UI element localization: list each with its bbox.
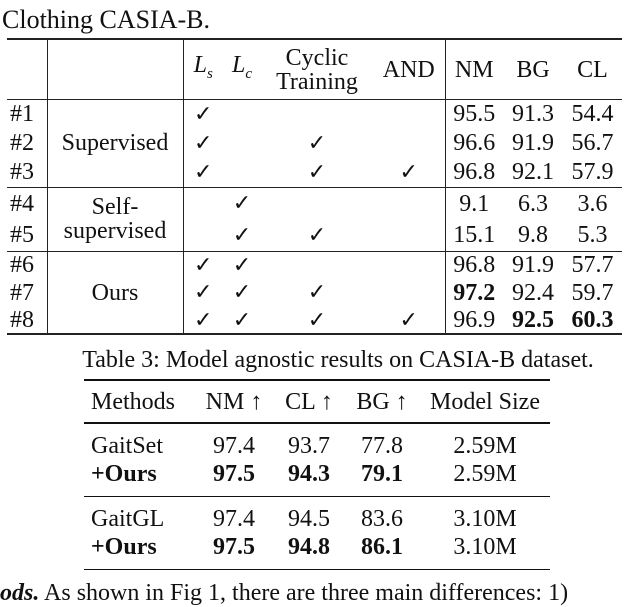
check-icon: ✓ (194, 159, 213, 185)
header-cl: CL (577, 56, 608, 83)
cell-cl: 3.6 (563, 187, 622, 219)
table-row (84, 533, 550, 570)
cell-bg: 91.9 (512, 130, 554, 157)
header-and: AND (382, 56, 435, 83)
check-icon: ✓ (307, 222, 327, 248)
check-icon: ✓ (232, 252, 252, 278)
cell-ls (183, 279, 223, 307)
cell-cyclic (261, 219, 373, 251)
group-label-line: supervised (63, 218, 167, 245)
table-row (7, 251, 622, 279)
cell-ls (183, 219, 223, 251)
cell-ls (183, 129, 223, 158)
row-id: #8 (10, 307, 34, 334)
header-bg: BG (516, 56, 550, 83)
check-icon: ✓ (194, 280, 213, 306)
header-cell: BG ↑ (344, 380, 420, 423)
table-row (84, 460, 550, 497)
cell-cl: 56.7 (571, 130, 614, 157)
cell-and (373, 129, 445, 158)
table-row (7, 187, 622, 219)
cell-cl: 94.3 (274, 460, 344, 497)
header-cell: Methods (84, 380, 194, 423)
cell-method: +Ours (84, 460, 194, 497)
cell-ls (183, 307, 223, 335)
check-icon: ✓ (307, 280, 327, 306)
check-icon: ✓ (194, 130, 213, 156)
row-id: #7 (10, 279, 34, 306)
check-icon: ✓ (232, 307, 252, 333)
cell-size: 2.59M (453, 433, 517, 459)
following-paragraph-text (0, 580, 568, 607)
cell-cyclic (261, 251, 373, 279)
cell-lc (223, 158, 261, 187)
ablation-table (7, 38, 622, 335)
cell-size: 2.59M (420, 460, 550, 497)
check-icon: ✓ (307, 307, 327, 333)
cell-nm: 96.8 (445, 158, 503, 187)
cell-bg: 9.8 (518, 222, 548, 249)
cell-lc (223, 219, 261, 251)
cell-bg: 83.6 (361, 506, 403, 532)
cell-cl: 59.7 (571, 279, 614, 306)
cell-cl: 94.5 (288, 506, 330, 532)
cell-lc (223, 307, 261, 335)
model-agnostic-table (84, 379, 550, 570)
header-ls-sub: s (207, 65, 213, 82)
cell-bg: 86.1 (344, 533, 420, 570)
cell-cl: 60.3 (571, 307, 614, 334)
cell-lc (223, 279, 261, 307)
cell-cl: 54.4 (563, 100, 622, 129)
cell-bg: 77.8 (361, 433, 403, 459)
cell-method: GaitGL (91, 506, 165, 532)
cell-bg: 92.5 (512, 307, 554, 334)
cell-nm: 97.2 (445, 279, 503, 307)
table-row (84, 423, 550, 460)
cell-lc (223, 187, 261, 219)
group-label (47, 100, 183, 188)
cell-and (373, 251, 445, 279)
header-cell: Model Size (420, 380, 550, 423)
cell-cyclic (261, 187, 373, 219)
header-cyclic-line2: Training (276, 68, 358, 95)
row-id: #5 (10, 222, 34, 249)
cell-cl: 93.7 (288, 433, 330, 459)
cell-bg: 79.1 (344, 460, 420, 497)
cell-and (373, 279, 445, 307)
cell-nm: 9.1 (445, 187, 503, 219)
check-icon: ✓ (232, 191, 252, 217)
cell-cyclic (261, 307, 373, 335)
cell-nm: 97.4 (213, 506, 255, 532)
table-header-row (7, 39, 622, 100)
cell-ls (183, 187, 223, 219)
cell-nm: 97.5 (194, 533, 274, 570)
cell-cl: 94.8 (274, 533, 344, 570)
cell-bg: 6.3 (503, 187, 563, 219)
check-icon: ✓ (194, 252, 213, 278)
check-icon: ✓ (194, 307, 213, 333)
check-icon: ✓ (194, 101, 213, 127)
cell-cl: 57.7 (563, 251, 622, 279)
check-icon: ✓ (232, 222, 252, 248)
cell-cl: 57.9 (571, 159, 614, 186)
method-group (84, 423, 550, 497)
table-row (7, 100, 622, 129)
cell-bg: 92.1 (512, 159, 554, 186)
cell-nm: 96.9 (445, 307, 503, 335)
cell-nm: 96.8 (445, 251, 503, 279)
cell-method: +Ours (84, 533, 194, 570)
header-lc (223, 39, 261, 100)
header-cyclic-line1: Cyclic (285, 44, 349, 71)
row-id: #4 (7, 187, 47, 219)
cell-bg: 91.3 (503, 100, 563, 129)
group-label-line: Ours (91, 279, 139, 306)
paragraph-rest: As shown in Fig 1, there are three main differences: 1) (39, 580, 569, 606)
header-ls (183, 39, 223, 100)
cell-cyclic (261, 100, 373, 129)
cell-and (373, 158, 445, 187)
cell-and (373, 100, 445, 129)
cell-ls (183, 100, 223, 129)
cell-lc (223, 129, 261, 158)
check-icon: ✓ (307, 159, 327, 185)
row-id: #6 (7, 251, 47, 279)
cell-ls (183, 251, 223, 279)
paragraph-lead: ods. (0, 580, 40, 606)
check-icon: ✓ (232, 280, 252, 306)
cell-nm: 95.5 (445, 100, 503, 129)
header-cell: NM ↑ (194, 380, 274, 423)
group-label (47, 251, 183, 334)
header-ls-label: L (193, 52, 207, 79)
header-cyclic-training (261, 39, 373, 100)
row-id: #3 (10, 159, 34, 186)
table-row (84, 497, 550, 534)
cell-and (373, 307, 445, 335)
group-label-line: Self- (91, 194, 139, 221)
check-icon: ✓ (307, 130, 327, 156)
cell-cl: 5.3 (577, 222, 608, 249)
table-caption: Table 3: Model agnostic results on CASIA-B dataset. (82, 347, 594, 373)
cell-lc (223, 100, 261, 129)
cell-cyclic (261, 279, 373, 307)
header-group (47, 39, 183, 100)
preceding-paragraph-text: Clothing CASIA-B. (2, 5, 211, 34)
cell-nm: 96.6 (445, 129, 503, 158)
cell-cyclic (261, 158, 373, 187)
header-lc-sub: c (245, 65, 253, 82)
cell-size: 3.10M (453, 506, 517, 532)
cell-and (373, 187, 445, 219)
group-label-line: Supervised (61, 130, 169, 157)
check-icon: ✓ (399, 307, 418, 333)
cell-nm: 15.1 (445, 219, 503, 251)
table-header-row (84, 380, 550, 423)
cell-size: 3.10M (420, 533, 550, 570)
check-icon: ✓ (399, 159, 418, 185)
cell-lc (223, 251, 261, 279)
cell-nm: 97.5 (194, 460, 274, 497)
header-cell: CL ↑ (274, 380, 344, 423)
row-id: #2 (10, 130, 34, 157)
row-id: #1 (7, 100, 47, 129)
cell-bg: 91.9 (503, 251, 563, 279)
cell-ls (183, 158, 223, 187)
header-nm: NM (445, 39, 503, 100)
method-group (84, 497, 550, 570)
cell-and (373, 219, 445, 251)
group-label (47, 187, 183, 251)
header-id (7, 39, 47, 100)
cell-cyclic (261, 129, 373, 158)
cell-bg: 92.4 (512, 279, 554, 306)
header-lc-label: L (231, 52, 246, 79)
cell-method: GaitSet (91, 433, 163, 459)
cell-nm: 97.4 (213, 433, 255, 459)
